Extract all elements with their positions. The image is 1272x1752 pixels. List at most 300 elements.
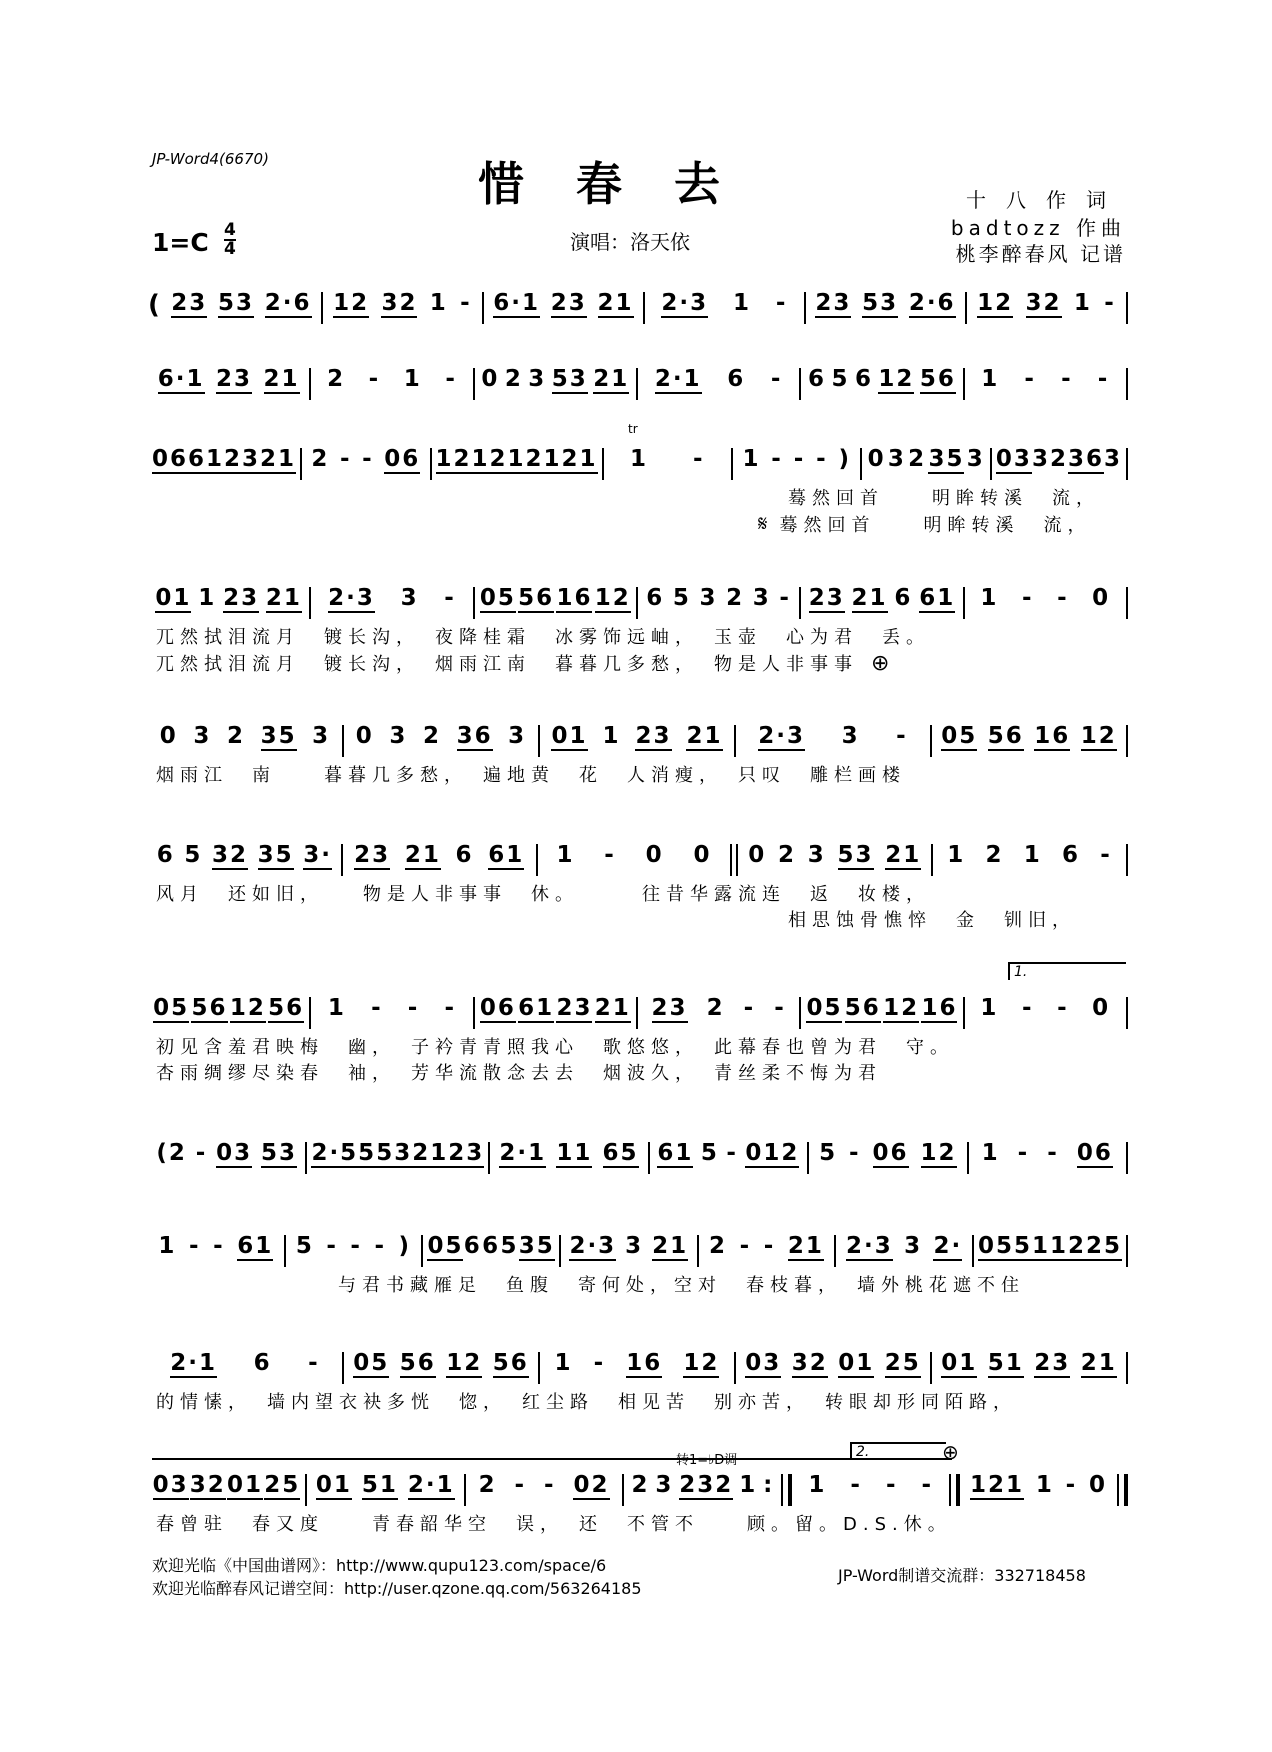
measure (736, 1350, 930, 1378)
note-group: (2 (156, 1140, 187, 1166)
score-row (148, 995, 1128, 1087)
measure (932, 723, 1126, 751)
measure (148, 366, 309, 394)
note-group: 0 (867, 446, 886, 472)
lyric-text: 杏雨绸缪尽染春 袖， 芳华流散念去去 烟波久， 青丝柔不悔为君 (156, 1063, 882, 1084)
note-group: 6 (455, 842, 474, 868)
note-group: 53 (862, 290, 899, 316)
note-group: 3 (655, 1472, 674, 1498)
note-group: 2·1 (170, 1350, 218, 1376)
note-group: 2·1 (407, 1472, 455, 1498)
lyric-line (148, 882, 1128, 908)
note-group: - (1021, 995, 1034, 1021)
lyric-text: 蓦然回首 明眸转溪 流， (779, 515, 1092, 536)
note-group: 06 (872, 1140, 909, 1166)
note-group: 0 (1092, 995, 1111, 1021)
note-group: - (1057, 585, 1069, 611)
note-group: 6·1 (493, 290, 541, 316)
measure (638, 585, 799, 611)
note-group: 36 (456, 723, 493, 749)
note-group: 3 (389, 723, 408, 749)
note-group: 56 (268, 995, 305, 1021)
measure (344, 1350, 538, 1378)
time-signature (224, 222, 236, 258)
note-group: 3 (966, 446, 985, 472)
measure (148, 585, 309, 613)
note-group: 212121 (489, 446, 598, 472)
measure (148, 1233, 284, 1261)
notation-line (148, 723, 1128, 763)
score-row (148, 366, 1128, 406)
note-group: 03 (745, 1350, 782, 1376)
note-group: - (770, 366, 783, 392)
measure (801, 366, 962, 394)
note-group: 21 (851, 585, 888, 611)
note-group: 25 (264, 1472, 301, 1498)
note-group: 56 (518, 585, 555, 611)
barline (1126, 1352, 1128, 1384)
note-group: 1 (327, 995, 346, 1021)
measure (650, 1140, 807, 1168)
measure (307, 1472, 464, 1500)
note-group: 01 (941, 1350, 978, 1376)
measure (323, 290, 482, 318)
note-group: 1 (403, 366, 422, 392)
measure (960, 1472, 1117, 1500)
note-group: 6 (1062, 842, 1081, 868)
note-group: 61 (488, 842, 525, 868)
note-group: 2 (708, 1233, 727, 1259)
measure (343, 842, 536, 870)
note-group: 56 (492, 1350, 529, 1376)
note-group: 35 (928, 446, 965, 472)
note-group: 1 (947, 842, 966, 868)
note-group: 2 (478, 1472, 497, 1498)
note-group: 32 (791, 1350, 828, 1376)
note-group: 61 (237, 1233, 274, 1259)
lyric-line (148, 1035, 1128, 1061)
notation-line (148, 1350, 1128, 1390)
measure (540, 1350, 734, 1378)
note-group: 2 (631, 1472, 650, 1498)
note-group: 01 (155, 585, 192, 611)
note-group: 25 (884, 1350, 921, 1376)
note-group: 2 (778, 842, 797, 868)
measure (969, 1140, 1126, 1168)
note-group: 012 (745, 1140, 800, 1166)
notation-line (148, 1472, 1128, 1512)
lyric-line (148, 1061, 1128, 1087)
note-group: 32 (212, 842, 249, 868)
note-group: - (692, 446, 705, 472)
note-group: 05 (353, 1350, 390, 1376)
lyric-text: 初见含羞君映梅 幽， 子衿青青照我心 歌悠悠， 此幕春也曾为君 守。 (156, 1037, 954, 1058)
note-group: 21 (1080, 1350, 1117, 1376)
note-group: 2 (726, 585, 745, 611)
note-group: - (593, 1350, 606, 1376)
score-row (148, 1350, 1128, 1416)
note-group: 3 (752, 585, 771, 611)
note-group: 2·3 (328, 585, 375, 611)
coda-line (152, 1458, 952, 1460)
note-group: 03 (995, 446, 1032, 472)
note-group: 0 (748, 842, 767, 868)
segno-icon: 𝄋 (758, 512, 774, 537)
note-group: 16 (921, 995, 958, 1021)
note-group: 1 (554, 1350, 573, 1376)
notation-line (148, 290, 1128, 330)
score-row (148, 585, 1128, 677)
barline (730, 844, 738, 876)
note-group: 23 (1034, 1350, 1071, 1376)
lyricist-credit: 十八作词 (966, 188, 1126, 212)
volta-2: 2. (850, 1442, 946, 1460)
note-group: 61 (919, 585, 956, 611)
note-group: ) (398, 1233, 411, 1259)
note-group: - (1061, 366, 1073, 392)
note-group: 21 (885, 842, 922, 868)
lyric-line (148, 908, 1128, 934)
lyric-line (148, 486, 1128, 512)
note-group: 56 (844, 995, 881, 1021)
barline (1126, 844, 1128, 876)
measure (561, 1233, 697, 1261)
note-group: - (849, 1140, 861, 1166)
note-group: - (1017, 1140, 1030, 1166)
note-group: - (1057, 995, 1069, 1021)
note-group: 21 (412, 1140, 449, 1166)
note-group: 05 (427, 1233, 464, 1259)
note-group: 23 (448, 1140, 485, 1166)
key-change-label: 转1=♭D调 (676, 1453, 738, 1468)
note-group: 2·1 (499, 1140, 547, 1166)
measure (733, 446, 860, 472)
score-row (148, 1472, 1128, 1538)
note-group: 6·1 (157, 366, 205, 392)
note-group: 05 (977, 1233, 1014, 1259)
score-row (148, 723, 1128, 789)
note-group: 3 (841, 723, 860, 749)
barline (1126, 1235, 1128, 1267)
note-group: - (739, 1233, 752, 1259)
measure (484, 290, 643, 318)
measure (302, 446, 429, 474)
measure (148, 1140, 305, 1168)
note-group: 2 (327, 366, 346, 392)
note-group: 1 (808, 1472, 827, 1498)
score-row (148, 1140, 1128, 1180)
note-group: 121 (970, 1472, 1025, 1498)
song-title: 惜春去 (478, 157, 772, 211)
lyric-line (148, 625, 1128, 651)
measure (992, 446, 1126, 474)
note-group: 05 (941, 723, 978, 749)
note-group: 01 (551, 723, 588, 749)
measure (792, 1472, 949, 1498)
lyric-line (148, 1273, 1128, 1299)
note-group: - (850, 1472, 862, 1498)
measure (836, 1233, 972, 1261)
score-row (148, 290, 1128, 330)
note-group: 2 (1049, 446, 1068, 472)
note-group: 53 (551, 366, 588, 392)
note-group: - (444, 585, 456, 611)
score-row (148, 446, 1128, 538)
note-group: 2 (311, 446, 330, 472)
note-group: : (763, 1472, 775, 1498)
note-group: 5 (500, 1233, 519, 1259)
note-group: 3 (807, 842, 826, 868)
note-group: 06 (1076, 1140, 1113, 1166)
note-group: 51 (987, 1350, 1024, 1376)
coda-icon: ⊕ (858, 651, 896, 676)
note-group: 1 (980, 995, 999, 1021)
note-group: 3 (312, 723, 331, 749)
note-group: 12 (883, 995, 920, 1021)
note-group: 23 (815, 290, 852, 316)
note-group: 6 (482, 1233, 501, 1259)
note-group: 05 (153, 995, 190, 1021)
measure (645, 290, 804, 318)
note-group: 1 (1073, 290, 1092, 316)
note-group: 21 (260, 446, 297, 472)
lyric-text: 与君书藏雁足 鱼腹 寄何处，空对 春枝暮， 墙外桃花遮不住 (338, 1275, 1025, 1296)
note-group: 32 (381, 290, 418, 316)
footer-space-link: 欢迎光临醉春风记谱空间：http://user.qzone.qq.com/563264185 (152, 1579, 642, 1598)
note-group: 3 (1103, 446, 1122, 472)
note-group: - (763, 1233, 776, 1259)
note-group: 12 (920, 1140, 957, 1166)
note-group: 0 (159, 723, 178, 749)
measure (148, 842, 341, 870)
measure (974, 1233, 1126, 1261)
note-group: 3 (400, 585, 419, 611)
note-group: 1 (602, 723, 621, 749)
note-group: - (774, 995, 786, 1021)
note-group: 5 (819, 1140, 838, 1166)
note-group: 53 (218, 290, 255, 316)
note-group: 53 (376, 1140, 413, 1166)
note-group: 0 (355, 723, 374, 749)
note-group: 01 (227, 1472, 264, 1498)
note-group: 12 (977, 290, 1014, 316)
note-group: - (1047, 1140, 1059, 1166)
measure (490, 1140, 647, 1168)
measure (475, 995, 636, 1023)
note-group: 56 (191, 995, 228, 1021)
note-group: 06 (152, 446, 189, 472)
note-group: 5 (295, 1233, 314, 1259)
note-group: 5 (672, 585, 691, 611)
note-group: 16 (626, 1350, 663, 1376)
note-group: 01 (838, 1350, 875, 1376)
measure (475, 585, 636, 613)
note-group: 2·3 (845, 1233, 893, 1259)
note-group: 1 (158, 1233, 177, 1259)
note-group: 2· (933, 1233, 963, 1259)
note-group: 23 (556, 995, 593, 1021)
note-group: 1 (980, 585, 999, 611)
note-group: - (771, 446, 783, 472)
measure (148, 723, 342, 751)
note-group: - (371, 995, 383, 1021)
note-group: - (921, 1472, 934, 1498)
note-group: - (407, 995, 420, 1021)
note-group: 2·3 (661, 290, 709, 316)
note-group: 6 (253, 1350, 272, 1376)
note-group: 23 (216, 366, 253, 392)
note-group: 12 (446, 1350, 483, 1376)
note-group: 56 (399, 1350, 436, 1376)
note-group: 61 (188, 446, 225, 472)
note-group: 12 (1080, 723, 1117, 749)
note-group: 1 (981, 1140, 1000, 1166)
note-group: 03 (152, 1472, 189, 1498)
note-group: 2 (706, 995, 725, 1021)
note-group: 16 (556, 585, 593, 611)
note-group: 21 (597, 290, 634, 316)
note-group: 23 (635, 723, 672, 749)
measure (738, 842, 931, 870)
note-group: 06 (384, 446, 421, 472)
measure (965, 585, 1126, 611)
note-group: 1 (1023, 842, 1042, 868)
note-group: 0 (481, 366, 500, 392)
note-group: 2·3 (569, 1233, 617, 1259)
lyric-line (148, 651, 1128, 677)
note-group: - (1100, 842, 1112, 868)
note-group: 01 (315, 1472, 352, 1498)
note-group: - (1097, 366, 1110, 392)
note-group: - (1065, 1472, 1078, 1498)
note-group: - (444, 995, 457, 1021)
note-group: 2·55 (311, 1140, 377, 1166)
barline (1126, 725, 1128, 757)
note-group: 21 (686, 723, 723, 749)
note-group: 32 (189, 1472, 226, 1498)
note-group: - (374, 1233, 386, 1259)
measure (311, 995, 472, 1021)
note-group: - (213, 1233, 225, 1259)
lyric-text: 的情愫， 墙内望衣袂多恍 惚， 红尘路 相见苦 别亦苦， 转眼却形同陌路， (156, 1392, 1017, 1413)
notation-line (148, 995, 1128, 1035)
measure (432, 446, 602, 474)
note-group: 6 (854, 366, 873, 392)
lyric-text: 春曾驻 春又度 青春韶华空 误， 还 不管不 顾。留。D.S.休。 (156, 1514, 952, 1535)
note-group: 21 (593, 366, 630, 392)
measure (466, 1472, 623, 1500)
note-group: - (195, 1140, 208, 1166)
note-group: - (604, 842, 616, 868)
notation-line (148, 585, 1128, 625)
note-group: 3 (508, 723, 527, 749)
note-group: - (350, 1233, 362, 1259)
note-group: 12 (333, 290, 370, 316)
notation-line (148, 842, 1128, 882)
note-group: - (188, 1233, 201, 1259)
note-group: 02 (573, 1472, 610, 1498)
note-group: ) (838, 446, 851, 472)
note-group: 0 (1092, 585, 1111, 611)
lyric-text: 风月 还如旧， 物是人非事事 休。 往昔华露流连 返 妆楼， (156, 884, 930, 905)
measure (967, 290, 1126, 318)
note-group: 21 (594, 995, 631, 1021)
note-group: - (1024, 366, 1036, 392)
note-group: 65 (602, 1140, 639, 1166)
note-group: - (544, 1472, 556, 1498)
note-group: 0 (1089, 1472, 1108, 1498)
note-group: - (339, 446, 352, 472)
note-group: 21 (652, 1233, 689, 1259)
barline (949, 1474, 960, 1506)
note-group: 1 (198, 585, 217, 611)
note-group: 3 (625, 1233, 644, 1259)
note-group: 5 (831, 366, 850, 392)
note-group: 6 (156, 842, 175, 868)
barline (1126, 292, 1128, 324)
note-group: 1 (981, 366, 1000, 392)
key-signature: 1=C (152, 228, 209, 257)
measure (809, 1140, 966, 1168)
note-group: 6 (727, 366, 746, 392)
measure (286, 1233, 422, 1259)
lyric-line (148, 512, 1128, 538)
barline (1126, 997, 1128, 1029)
composer-credit: badtozz 作曲 (950, 216, 1126, 240)
volta-1: 1. (1008, 962, 1126, 980)
note-group: 51 (1013, 1233, 1050, 1259)
measure (148, 995, 309, 1023)
note-group: - (743, 995, 756, 1021)
note-group: 11 (556, 1140, 593, 1166)
note-group: - (362, 446, 374, 472)
note-group: 23 (171, 290, 208, 316)
note-group: 2 (504, 366, 523, 392)
note-group: 25 (1085, 1233, 1122, 1259)
note-group: 56 (919, 366, 956, 392)
measure (932, 1350, 1126, 1378)
note-group: 05 (479, 585, 516, 611)
note-group: 35 (518, 1233, 555, 1259)
transcriber-credit: 桃李醉春风 记谱 (955, 242, 1126, 266)
note-group: 1 (630, 446, 649, 472)
measure (311, 366, 472, 392)
note-group: 6 (808, 366, 827, 392)
note-group: 23 (224, 446, 261, 472)
barline (1126, 1142, 1128, 1174)
note-group: 232 (679, 1472, 734, 1498)
note-group: 12 (229, 995, 266, 1021)
note-group: 12 (1049, 1233, 1086, 1259)
notation-line (148, 366, 1128, 406)
note-group: 0 (693, 842, 712, 868)
note-group: - (308, 1350, 320, 1376)
measure (806, 290, 965, 318)
note-group: 21 (404, 842, 441, 868)
note-group: - (896, 723, 908, 749)
note-group: 1 (1035, 1472, 1054, 1498)
note-group: 03 (216, 1140, 253, 1166)
score-row (148, 1233, 1128, 1299)
measure (801, 585, 962, 613)
lyric-text: 蓦然回首 明眸转溪 流， (788, 488, 1100, 509)
note-group: 3 (904, 1233, 923, 1259)
note-group: - (514, 1472, 527, 1498)
note-group: 12 (594, 585, 631, 611)
measure (311, 585, 472, 613)
measure (638, 995, 799, 1023)
note-group: 2 (422, 723, 441, 749)
